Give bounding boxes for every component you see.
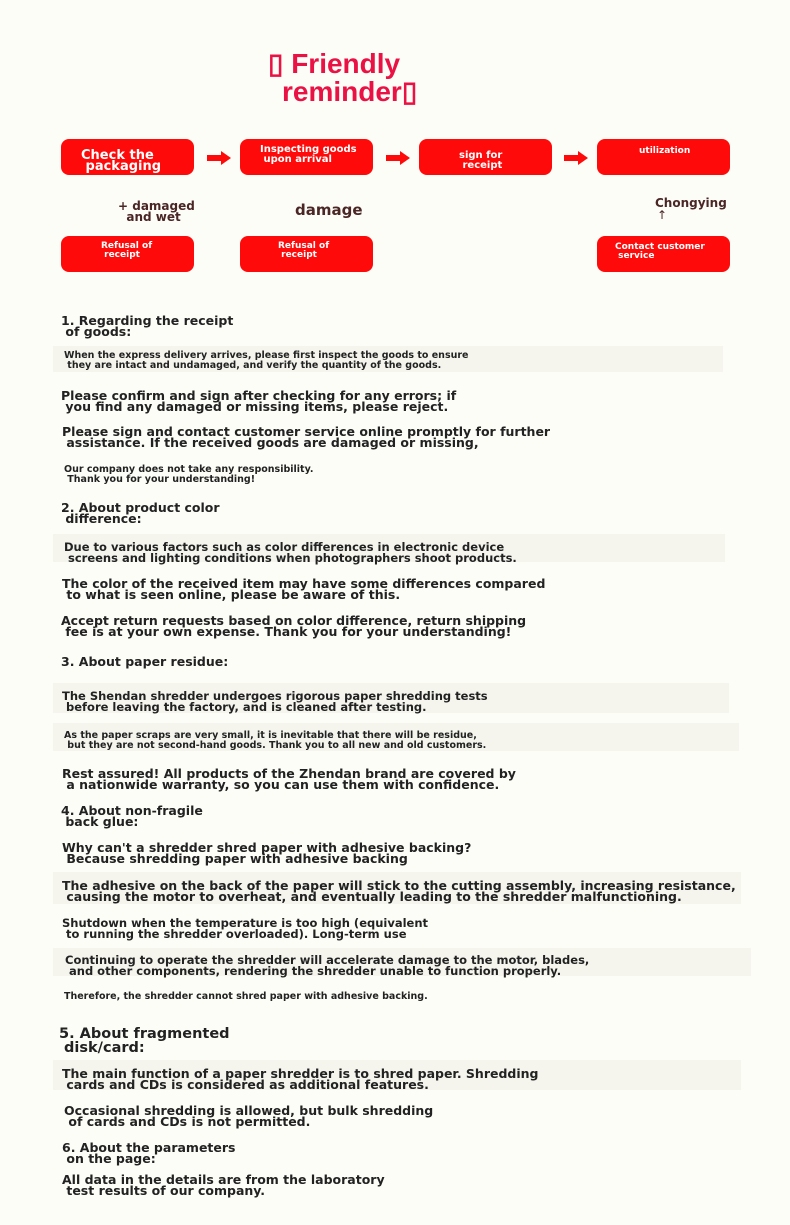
page-title <box>268 50 528 106</box>
flow-note-damaged-wet: + damaged and wet <box>118 199 195 224</box>
title-line-2: reminder▯ <box>282 76 418 107</box>
section-4-heading: 4. About non-fragile back glue: <box>61 803 203 829</box>
section-3-heading: 3. About paper residue: <box>61 654 229 669</box>
flow-arrow-2 <box>386 151 410 165</box>
section-4-paragraph: The adhesive on the back of the paper will stick to the cutting assembly, increasing resistance, causing the motor to overheat, and eventually leading to the shredder malfunctioning. <box>62 878 736 904</box>
section-4-paragraph: Therefore, the shredder cannot shred paper with adhesive backing. <box>64 991 428 1002</box>
section-1-paragraph: Please sign and contact customer service online promptly for further assistance. If the received goods are damaged or missing, <box>62 424 551 450</box>
section-1-paragraph: Our company does not take any responsibility. Thank you for your understanding! <box>64 464 314 485</box>
flow-step-check-packaging: Check the packaging <box>61 139 194 175</box>
section-6-paragraph: All data in the details are from the laboratory test results of our company. <box>62 1172 385 1198</box>
up-arrow-icon: ↑ <box>657 208 668 222</box>
flow-arrow-1 <box>207 151 231 165</box>
section-4-paragraph: Why can't a shredder shred paper with adhesive backing? Because shredding paper with adhesive backing <box>62 840 472 866</box>
flow-arrow-3 <box>564 151 588 165</box>
flow-note-chongying: Chongying <box>655 196 727 210</box>
section-3-paragraph: The Shendan shredder undergoes rigorous paper shredding tests before leaving the factory, and is cleaned after testing. <box>62 689 488 714</box>
section-2-heading: 2. About product color difference: <box>61 500 220 526</box>
section-3-paragraph: As the paper scraps are very small, it is inevitable that there will be residue, but they are not second-hand goods. Thank you to all new and old customers. <box>64 730 487 751</box>
section-1-paragraph: When the express delivery arrives, please first inspect the goods to ensure they are intact and undamaged, and verify the quantity of the goods. <box>64 350 469 371</box>
flow-note-damage: damage <box>295 201 363 219</box>
section-2-paragraph: Accept return requests based on color difference, return shipping fee is at your own expense. Thank you for your understanding! <box>61 613 527 639</box>
section-4-paragraph: Continuing to operate the shredder will accelerate damage to the motor, blades, and other components, rendering the shredder unable to function properly. <box>65 953 590 978</box>
section-5-paragraph: Occasional shredding is allowed, but bulk shredding of cards and CDs is not permitted. <box>64 1103 434 1129</box>
flow-contact-customer-service: Contact customer service <box>597 236 730 272</box>
section-2-paragraph: Due to various factors such as color differences in electronic device screens and lighting conditions when photographers shoot products. <box>64 540 517 565</box>
flow-refusal-of-receipt-2: Refusal of receipt <box>240 236 373 272</box>
section-5-paragraph: The main function of a paper shredder is to shred paper. Shredding cards and CDs is considered as additional features. <box>62 1066 539 1092</box>
section-2-paragraph: The color of the received item may have some differences compared to what is seen online, please be aware of this. <box>62 576 546 602</box>
section-1-paragraph: Please confirm and sign after checking for any errors; if you find any damaged or missing items, please reject. <box>61 388 457 414</box>
section-6-heading: 6. About the parameters on the page: <box>62 1140 236 1166</box>
section-1-heading: 1. Regarding the receipt of goods: <box>61 313 234 339</box>
title-line-1: ▯ Friendly <box>268 48 401 79</box>
flow-step-utilization: utilization <box>597 139 730 175</box>
flow-step-inspecting-goods: Inspecting goods upon arrival <box>240 139 373 175</box>
section-4-paragraph: Shutdown when the temperature is too high (equivalent to running the shredder overloaded). Long-term use <box>62 916 429 941</box>
section-3-paragraph: Rest assured! All products of the Zhendan brand are covered by a nationwide warranty, so you can use them with confidence. <box>62 766 516 792</box>
section-5-heading: 5. About fragmented disk/card: <box>59 1026 230 1056</box>
flow-refusal-of-receipt-1: Refusal of receipt <box>61 236 194 272</box>
flow-step-sign-for-receipt: sign for receipt <box>419 139 552 175</box>
